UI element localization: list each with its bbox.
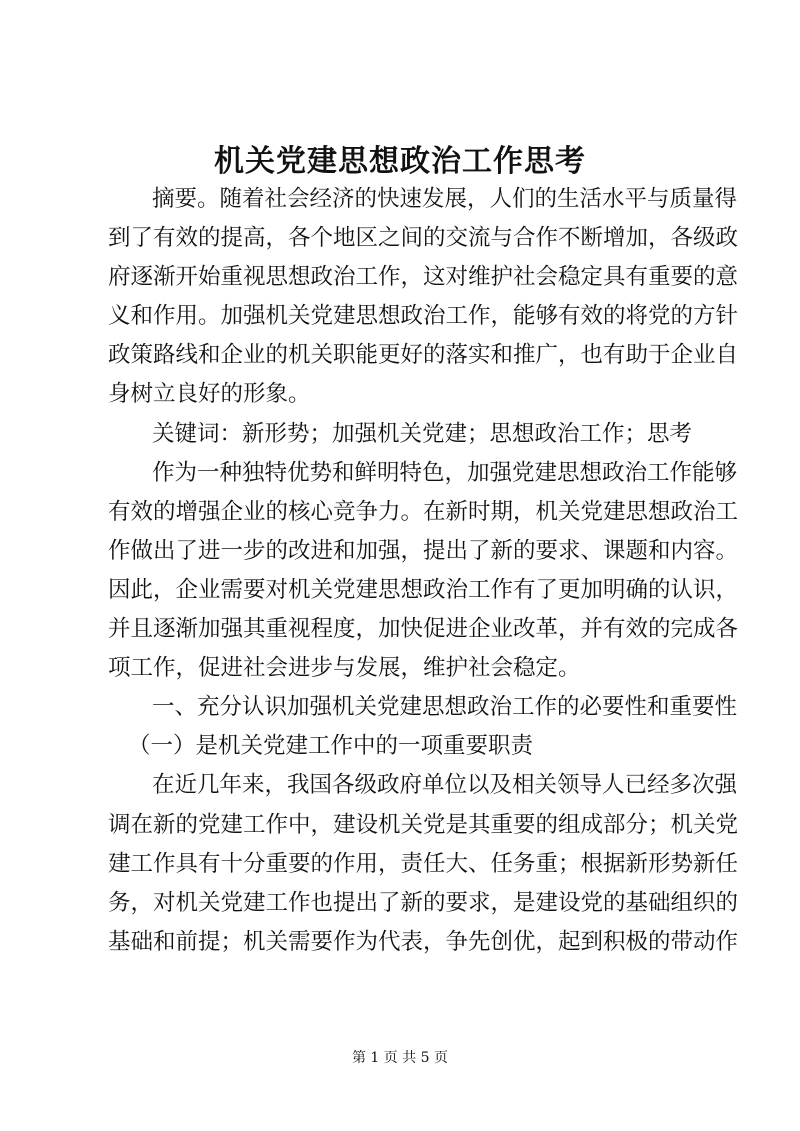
body-line: 义和作用。加强机关党建思想政治工作，能够有效的将党的方针 bbox=[108, 303, 739, 330]
body-line: 一、充分认识加强机关党建思想政治工作的必要性和重要性 bbox=[152, 694, 738, 721]
document-body bbox=[108, 180, 739, 962]
body-line: 建工作具有十分重要的作用，责任大、任务重；根据新形势新任 bbox=[108, 850, 739, 877]
body-line: 府逐渐开始重视思想政治工作，这对维护社会稳定具有重要的意 bbox=[108, 264, 739, 291]
body-line: 到了有效的提高，各个地区之间的交流与合作不断增加，各级政 bbox=[108, 225, 739, 252]
body-line: 作为一种独特优势和鲜明特色，加强党建思想政治工作能够 bbox=[152, 459, 738, 486]
body-line: 调在新的党建工作中，建设机关党是其重要的组成部分；机关党 bbox=[108, 811, 739, 838]
document-title: 机关党建思想政治工作思考 bbox=[214, 144, 586, 179]
body-line: 有效的增强企业的核心竞争力。在新时期，机关党建思想政治工 bbox=[108, 498, 739, 525]
body-line: 关键词：新形势；加强机关党建；思想政治工作；思考 bbox=[152, 420, 693, 447]
body-line: 务，对机关党建工作也提出了新的要求，是建设党的基础组织的 bbox=[108, 889, 739, 916]
body-line: 因此，企业需要对机关党建思想政治工作有了更加明确的认识， bbox=[108, 576, 739, 603]
page-footer: 第 1 页 共 5 页 bbox=[351, 1050, 449, 1066]
body-line: 政策路线和企业的机关职能更好的落实和推广，也有助于企业自 bbox=[108, 342, 739, 369]
body-line: 并且逐渐加强其重视程度，加快促进企业改革，并有效的完成各 bbox=[108, 616, 739, 643]
body-line: 基础和前提；机关需要作为代表，争先创优，起到积极的带动作 bbox=[108, 928, 739, 955]
body-line: 身树立良好的形象。 bbox=[108, 381, 311, 408]
body-line: 作做出了进一步的改进和加强，提出了新的要求、课题和内容。 bbox=[108, 537, 739, 564]
body-line: （一）是机关党建工作中的一项重要职责 bbox=[128, 733, 534, 760]
body-line: 项工作，促进社会进步与发展，维护社会稳定。 bbox=[108, 655, 581, 682]
body-line: 摘要。随着社会经济的快速发展，人们的生活水平与质量得 bbox=[152, 186, 738, 212]
body-line: 在近几年来，我国各级政府单位以及相关领导人已经多次强 bbox=[152, 772, 738, 799]
